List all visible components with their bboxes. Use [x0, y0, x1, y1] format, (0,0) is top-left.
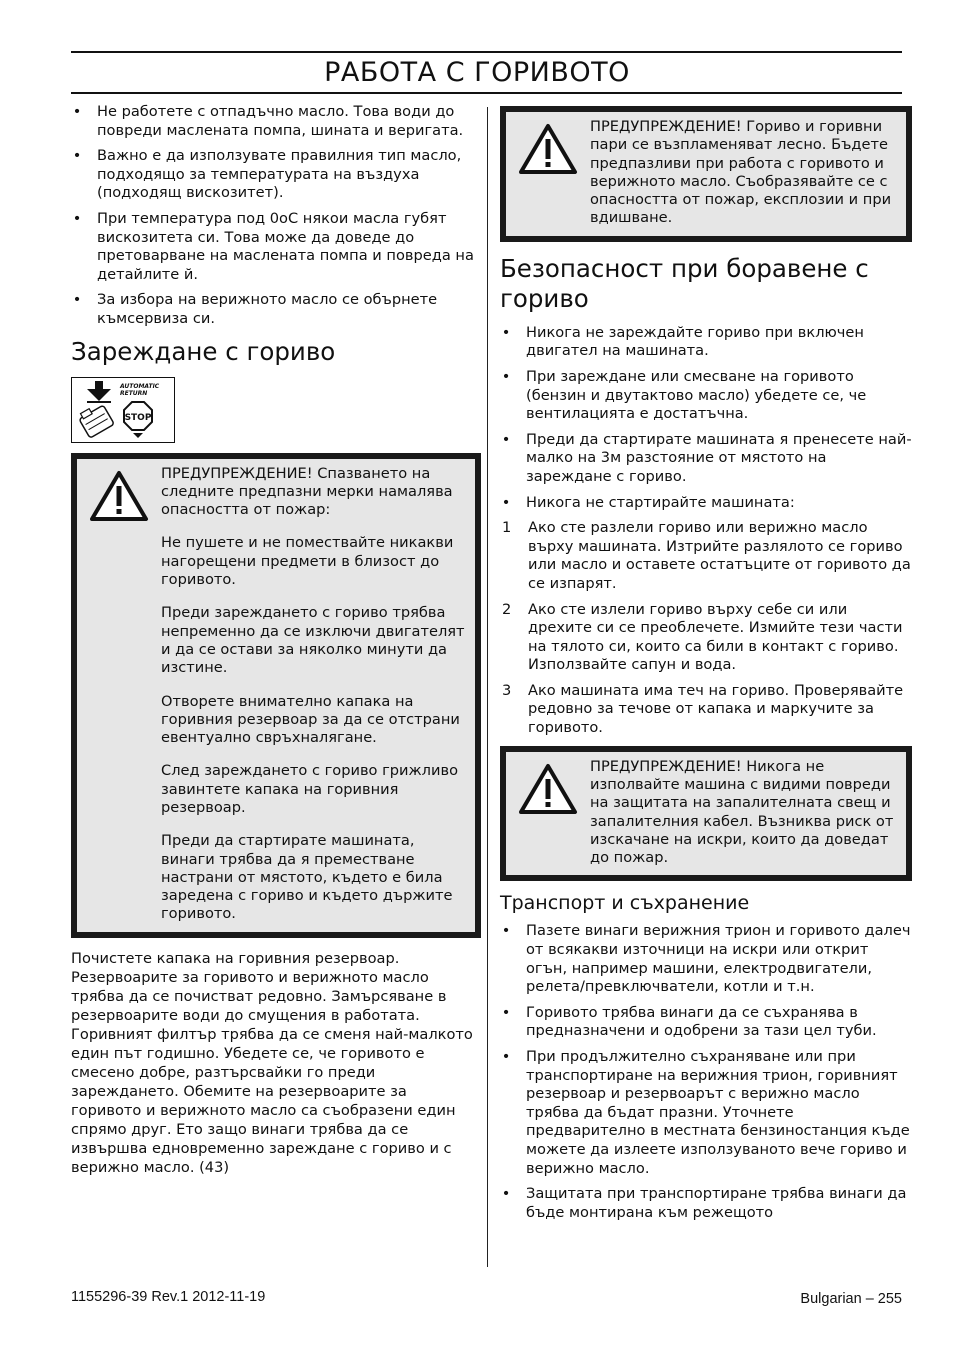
warning-text: Отворете внимателно капака на горивния резервоар за да се отстрани евентуално свръхналягане. — [161, 692, 460, 747]
tank-cleaning-paragraph: Почистете капака на горивния резервоар. Резервоарите за горивото и верижното масло трябва да се почистват редовно. Замърсяване в резервоарите води до смущения в работата. Горивният филтър трябва да се сменя най-малкото един път годишно. Убедете се, че горивото е смесено добре, разтърсвайки го преди зареждането. Обемите на резервоарите за горивото и верижното масло са съобразени един спрямо друг. Ето защо винаги трябва да се извършва едновременно зареждане с гориво и с верижно масло. (43) — [71, 949, 473, 1176]
bullet-icon: • — [501, 493, 511, 511]
heading-fueling: Зареждане с гориво — [71, 336, 336, 366]
svg-text:AUTOMATIC: AUTOMATIC — [120, 382, 160, 390]
automatic-return-icon — [71, 377, 175, 443]
oil-bullet-list — [71, 103, 476, 329]
warning-text: След зареждането с гориво грижливо завинтете капака на горивния резервоар. — [161, 762, 459, 816]
warning-box-fire — [71, 453, 481, 938]
header-rule-bottom — [71, 92, 902, 94]
numbered-list — [500, 519, 912, 738]
list-item: • Важно е да използувате правилния тип масло, подходящо за температурата на въздуха (подходящ вискозитет). — [72, 147, 462, 202]
list-item: • При температура под 0oC някои масла губят вискозитета си. Това може да доведе до претоварване на маслената помпа и повреда на детайлите й. — [72, 209, 474, 283]
warning-text: Не пушете и не помествайте никакви нагорещени предмети в близост до горивото. — [161, 534, 454, 589]
list-item: • Не работете с отпадъчно масло. Това води до повреди маслената помпа, шината и веригата. — [72, 103, 464, 139]
safety-bullet-list — [500, 324, 912, 512]
warning-box-flammable — [500, 106, 912, 242]
bullet-icon: • — [501, 1048, 511, 1065]
list-item: • Защитата при транспортиране трябва винаги да бъде монтирана към режещото — [501, 1185, 907, 1221]
numbered-item: 3 Ако машината има теч на гориво. Проверявайте редовно за течове от капака и маркучите за горивото. — [502, 681, 904, 737]
page-title: РАБОТА С ГОРИВОТО — [324, 57, 630, 88]
list-item: • Никога не зареждайте гориво при включен двигател на машината. — [501, 323, 864, 360]
bullet-icon: • — [501, 367, 511, 385]
bullet-icon: • — [72, 147, 82, 165]
svg-text:STOP: STOP — [124, 412, 152, 423]
warning-box-spark — [500, 746, 912, 882]
bullet-icon: • — [501, 922, 511, 940]
warning-text: Преди да стартирате машината, винаги трябва да я преместване настрани от мястото, където е била заредена с гориво и където държите горивото. — [161, 832, 453, 923]
right-column — [500, 106, 912, 1229]
warning-text: ПРЕДУПРЕЖДЕНИЕ! Спазването на следните предпазни мерки намалява опасността от пожар: — [161, 464, 453, 519]
list-item: • При продължително съхраняване или при транспортиране на верижния трион, горивният резервоар и резервоарът с верижно масло трябва да бъдат празни. Уточнете предварително в местната бензиностанция къде можете да излеете използуваното вече гориво и верижно масло. — [501, 1048, 910, 1177]
fuel-cap-icon — [72, 378, 174, 442]
transport-bullet-list — [500, 922, 912, 1222]
bullet-icon: • — [72, 209, 82, 227]
bullet-icon: • — [501, 1003, 511, 1021]
list-item: • Никога не стартирайте машината: — [501, 493, 795, 511]
list-item: • Горивото трябва винаги да се съхранява в предназначени и одобрени за тази цел туби. — [501, 1003, 877, 1040]
warning-triangle-icon — [518, 123, 578, 175]
svg-text:RETURN: RETURN — [120, 389, 148, 397]
warning-triangle-icon — [518, 763, 578, 815]
list-item: • При зареждане или смесване на горивото (бензин и двутактово масло) убедете се, че вентилацията е достатъчна. — [501, 367, 867, 423]
heading-fuel-safety: Безопасност при боравене с гориво — [500, 253, 869, 313]
heading-transport: Транспорт и съхранение — [500, 892, 750, 915]
footer-page-number: Bulgarian – 255 — [800, 1291, 902, 1307]
warning-triangle-icon — [89, 470, 149, 522]
footer-doc-number: 1155296-39 Rev.1 2012-11-19 — [71, 1289, 266, 1305]
bullet-icon: • — [501, 430, 511, 448]
bullet-icon: • — [501, 1185, 511, 1203]
bullet-icon: • — [501, 323, 511, 341]
list-item: • Преди да стартирате машината я пренесете най-малко на 3м разстояние от мястото на зареждане с гориво. — [501, 430, 912, 485]
list-item: • За избора на верижното масло се обърнете къмсервиза си. — [72, 291, 438, 327]
warning-text: Преди зареждането с гориво трябва непременно да се изключи двигателят и да се остави за няколко минути да изстине. — [161, 604, 465, 677]
left-column — [71, 103, 476, 1177]
bullet-icon: • — [72, 103, 82, 120]
bullet-icon: • — [72, 291, 82, 309]
warning-text: ПРЕДУПРЕЖДЕНИЕ! Гориво и горивни пари се възпламеняват лесно. Бъдете предпазливи при работа с горивото и верижното масло. Съобразявайте се с опасността от пожар, експлозии и при вдишване. — [590, 118, 892, 227]
numbered-item: 1 Ако сте разлели гориво или верижно масло върху машината. Изтрийте разлялото се гориво или масло и оставете остатъците от горивото да се изпарят. — [502, 519, 911, 592]
numbered-item: 2 Ако сте излели гориво върху себе си или дрехите си се преоблечете. Измийте тези части на тялото си, които са били в контакт с гориво. Използвайте сапун и вода. — [502, 600, 903, 674]
list-item: • Пазете винаги верижния трион и горивото далеч от всякакви източници на искри или открит огън, например машини, електродвигатели, релета/превключватели, котли и т.н. — [501, 922, 911, 996]
column-divider — [487, 107, 488, 1267]
warning-text: ПРЕДУПРЕЖДЕНИЕ! Никога не изполвайте машина с видими повреди на защитата на запалителната свещ и запалителния кабел. Възниква риск от изскачане на искри, които да доведат до пожар. — [590, 757, 894, 867]
header-rule-top — [71, 51, 902, 53]
